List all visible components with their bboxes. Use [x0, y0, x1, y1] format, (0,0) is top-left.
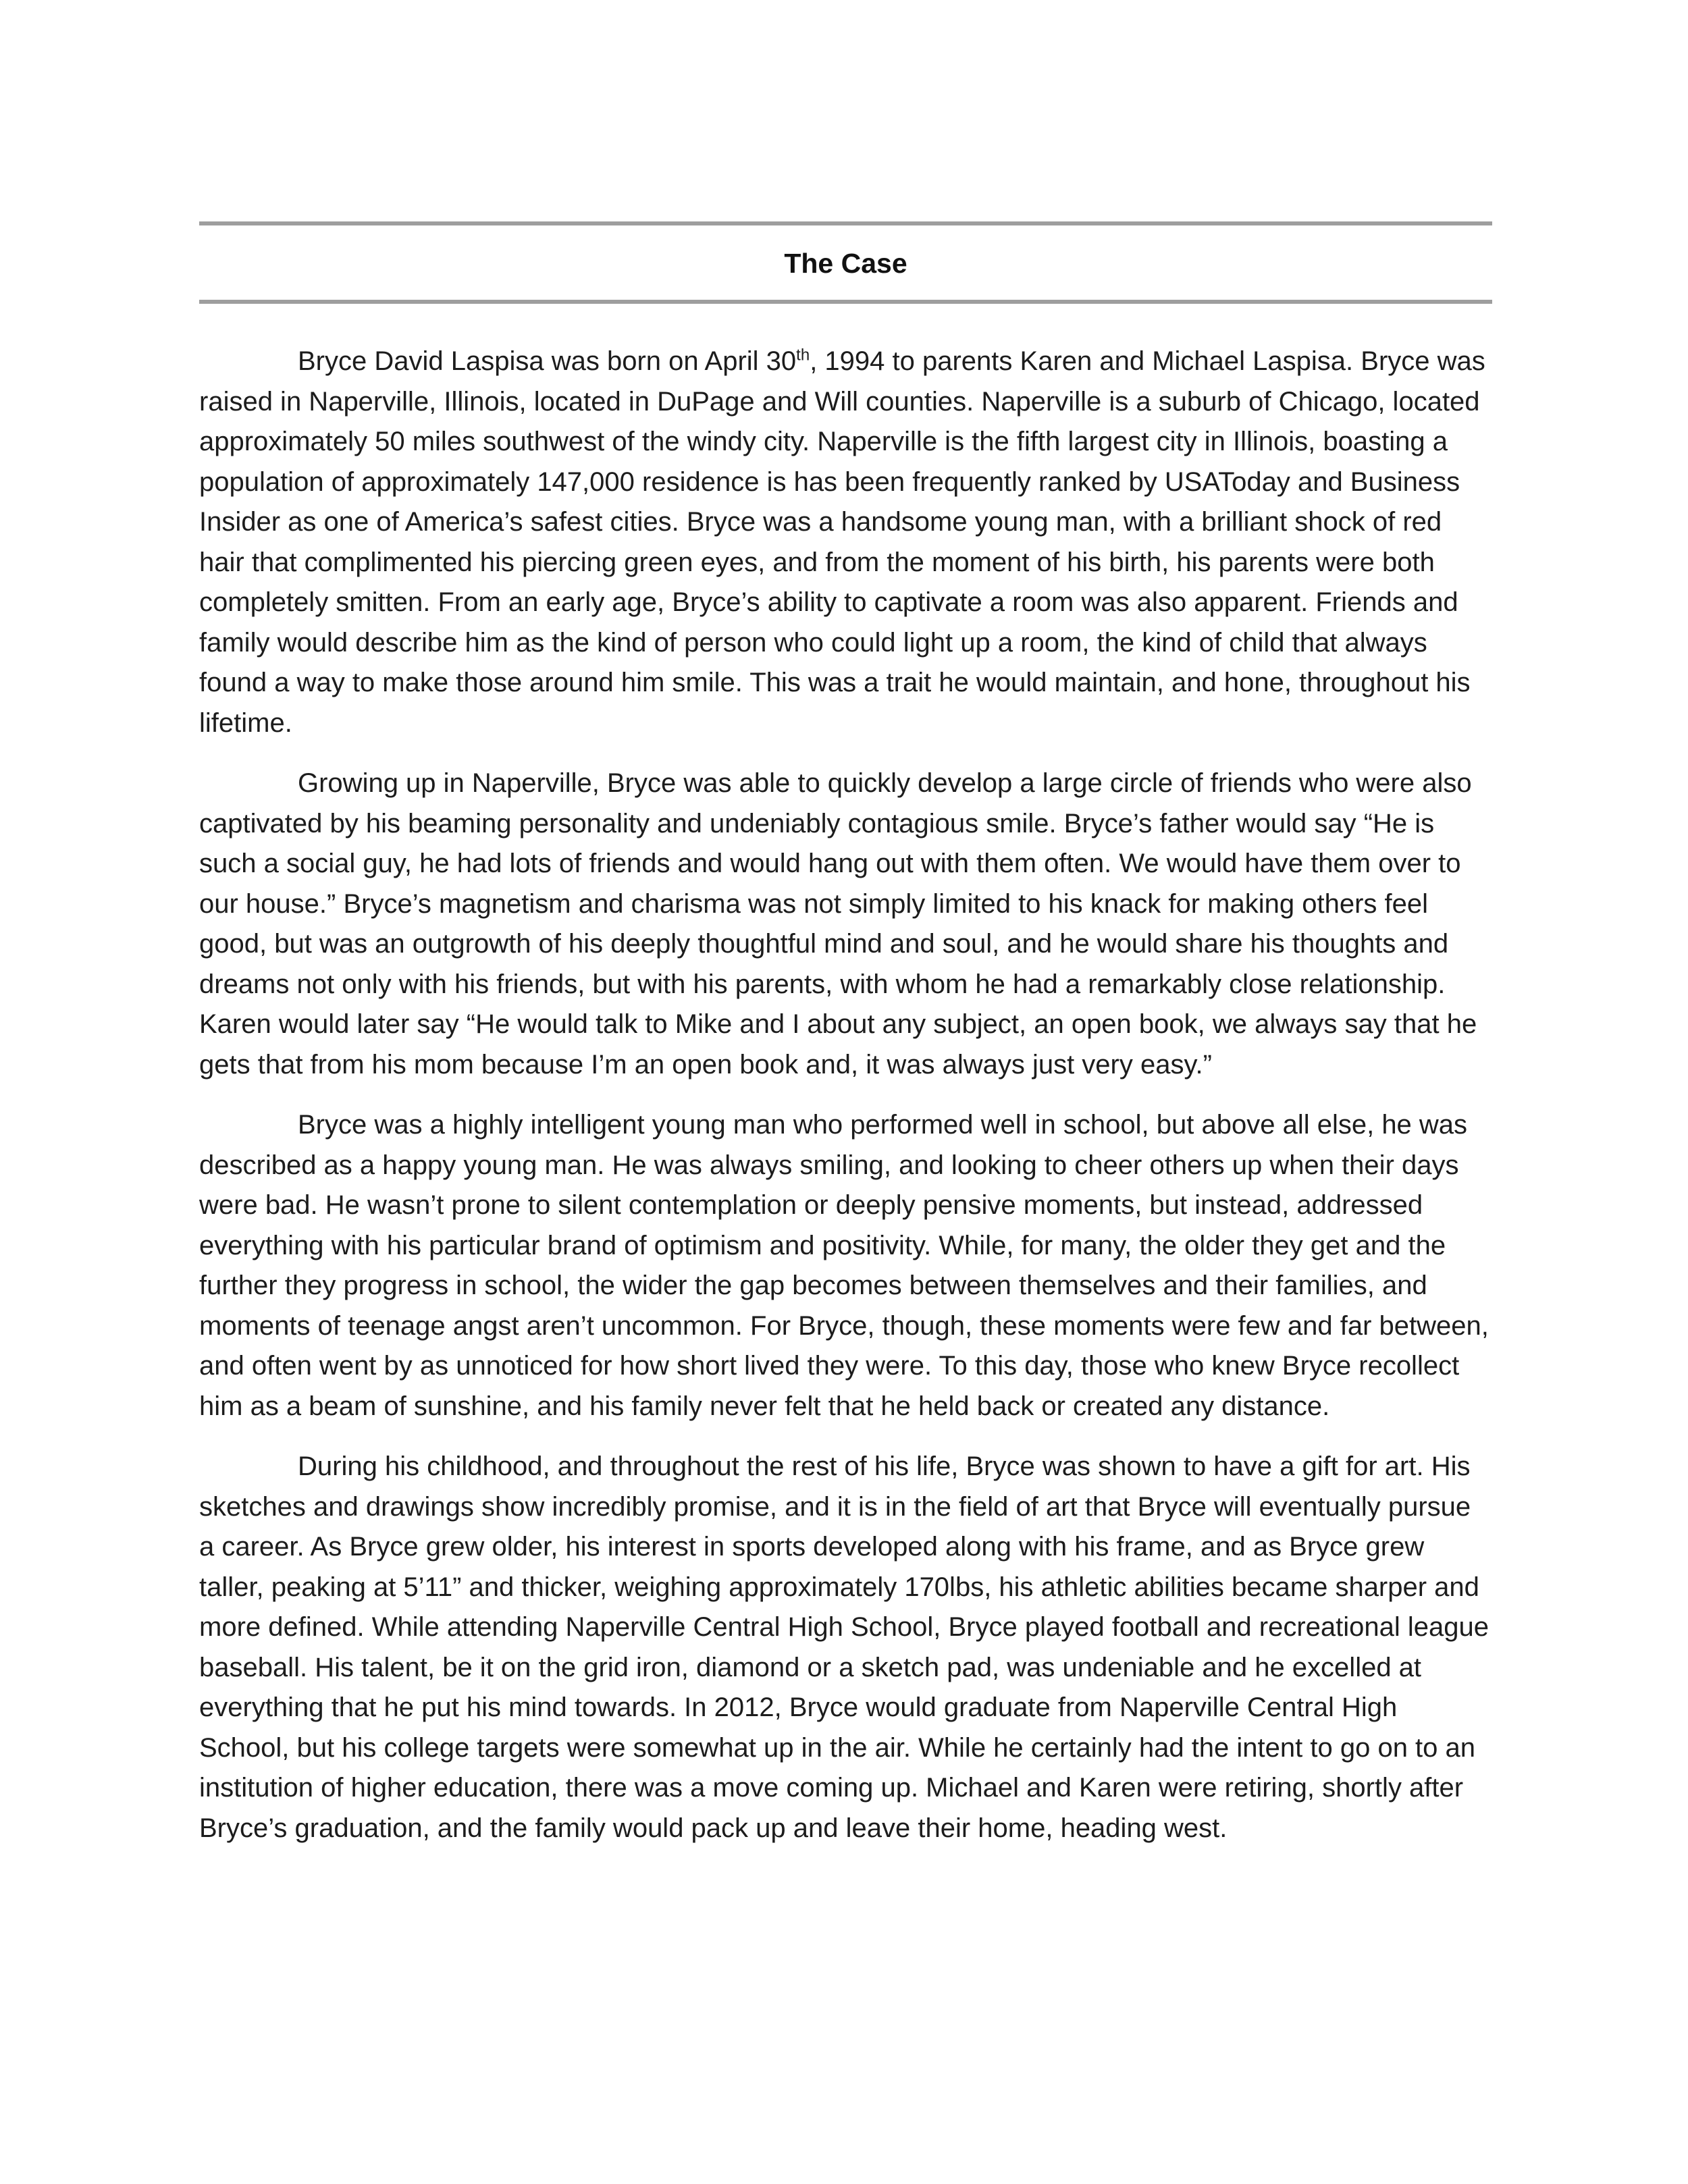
paragraph-3: Bryce was a highly intelligent young man who performed well in school, but above all else, he was described as a happy young man. He was always smiling, and looking to cheer others up when their days were bad. He wasn’t prone to silent contemplation or deeply pensive moments, but instead, addressed everything with his particular brand of optimism and positivity. While, for many, the older they get and the further they progress in school, the wider the gap becomes between themselves and their families, and moments of teenage angst aren’t uncommon. For Bryce, though, these moments were few and far between, and often went by as unnoticed for how short lived they were. To this day, those who knew Bryce recollect him as a beam of sunshine, and his family never felt that he held back or created any distance.: [199, 1110, 1489, 1421]
top-rule: [199, 221, 1492, 225]
paragraph-1: [199, 342, 1492, 743]
section-title: The Case: [784, 248, 907, 279]
page-content: [199, 221, 1492, 1869]
paragraph-1-text-rest: , 1994 to parents Karen and Michael Laspisa. Bryce was raised in Naperville, Illinois, located in DuPage and Will counties. Naperville is a suburb of Chicago, located approximately 50 miles southwest of the windy city. Naperville is the fifth largest city in Illinois, boasting a population of approximately 147,000 residence is has been frequently ranked by USAToday and Business Insider as one of America’s safest cities. Bryce was a handsome young man, with a brilliant shock of red hair that complimented his piercing green eyes, and from the moment of his birth, his parents were both completely smitten. From an early age, Bryce’s ability to captivate a room was also apparent. Friends and family would describe him as the kind of person who could light up a room, the kind of child that always found a way to make those around him smile. This was a trait he would maintain, and hone, throughout his lifetime.: [199, 346, 1485, 738]
paragraph-1-text-start: Bryce David Laspisa was born on April 30: [298, 346, 797, 376]
paragraph-2: Growing up in Naperville, Bryce was able to quickly develop a large circle of friends who were also captivated by his beaming personality and undeniably contagious smile. Bryce’s father would say “He is such a social guy, he had lots of friends and would hang out with them often. We would have them over to our house.” Bryce’s magnetism and charisma was not simply limited to his knack for making others feel good, but was an outgrowth of his deeply thoughtful mind and soul, and he would share his thoughts and dreams not only with his friends, but with his parents, with whom he had a remarkably close relationship. Karen would later say “He would talk to Mike and I about any subject, an open book, we always say that he gets that from his mom because I’m an open book and, it was always just very easy.”: [199, 768, 1477, 1080]
paragraph-4: During his childhood, and throughout the rest of his life, Bryce was shown to have a gift for art. His sketches and drawings show incredibly promise, and it is in the field of art that Bryce will eventually pursue a career. As Bryce grew older, his interest in sports developed along with his frame, and as Bryce grew taller, peaking at 5’11” and thicker, weighing approximately 170lbs, his athletic abilities became sharper and more defined. While attending Naperville Central High School, Bryce played football and recreational league baseball. His talent, be it on the grid iron, diamond or a sketch pad, was undeniable and he excelled at everything that he put his mind towards. In 2012, Bryce would graduate from Naperville Central High School, but his college targets were somewhat up in the air. While he certainly had the intent to go on to an institution of higher education, there was a move coming up. Michael and Karen were retiring, shortly after Bryce’s graduation, and the family would pack up and leave their home, heading west.: [199, 1451, 1489, 1843]
ordinal-suffix: th: [796, 346, 810, 365]
bottom-rule: [199, 300, 1492, 304]
body-text: [199, 342, 1492, 1848]
